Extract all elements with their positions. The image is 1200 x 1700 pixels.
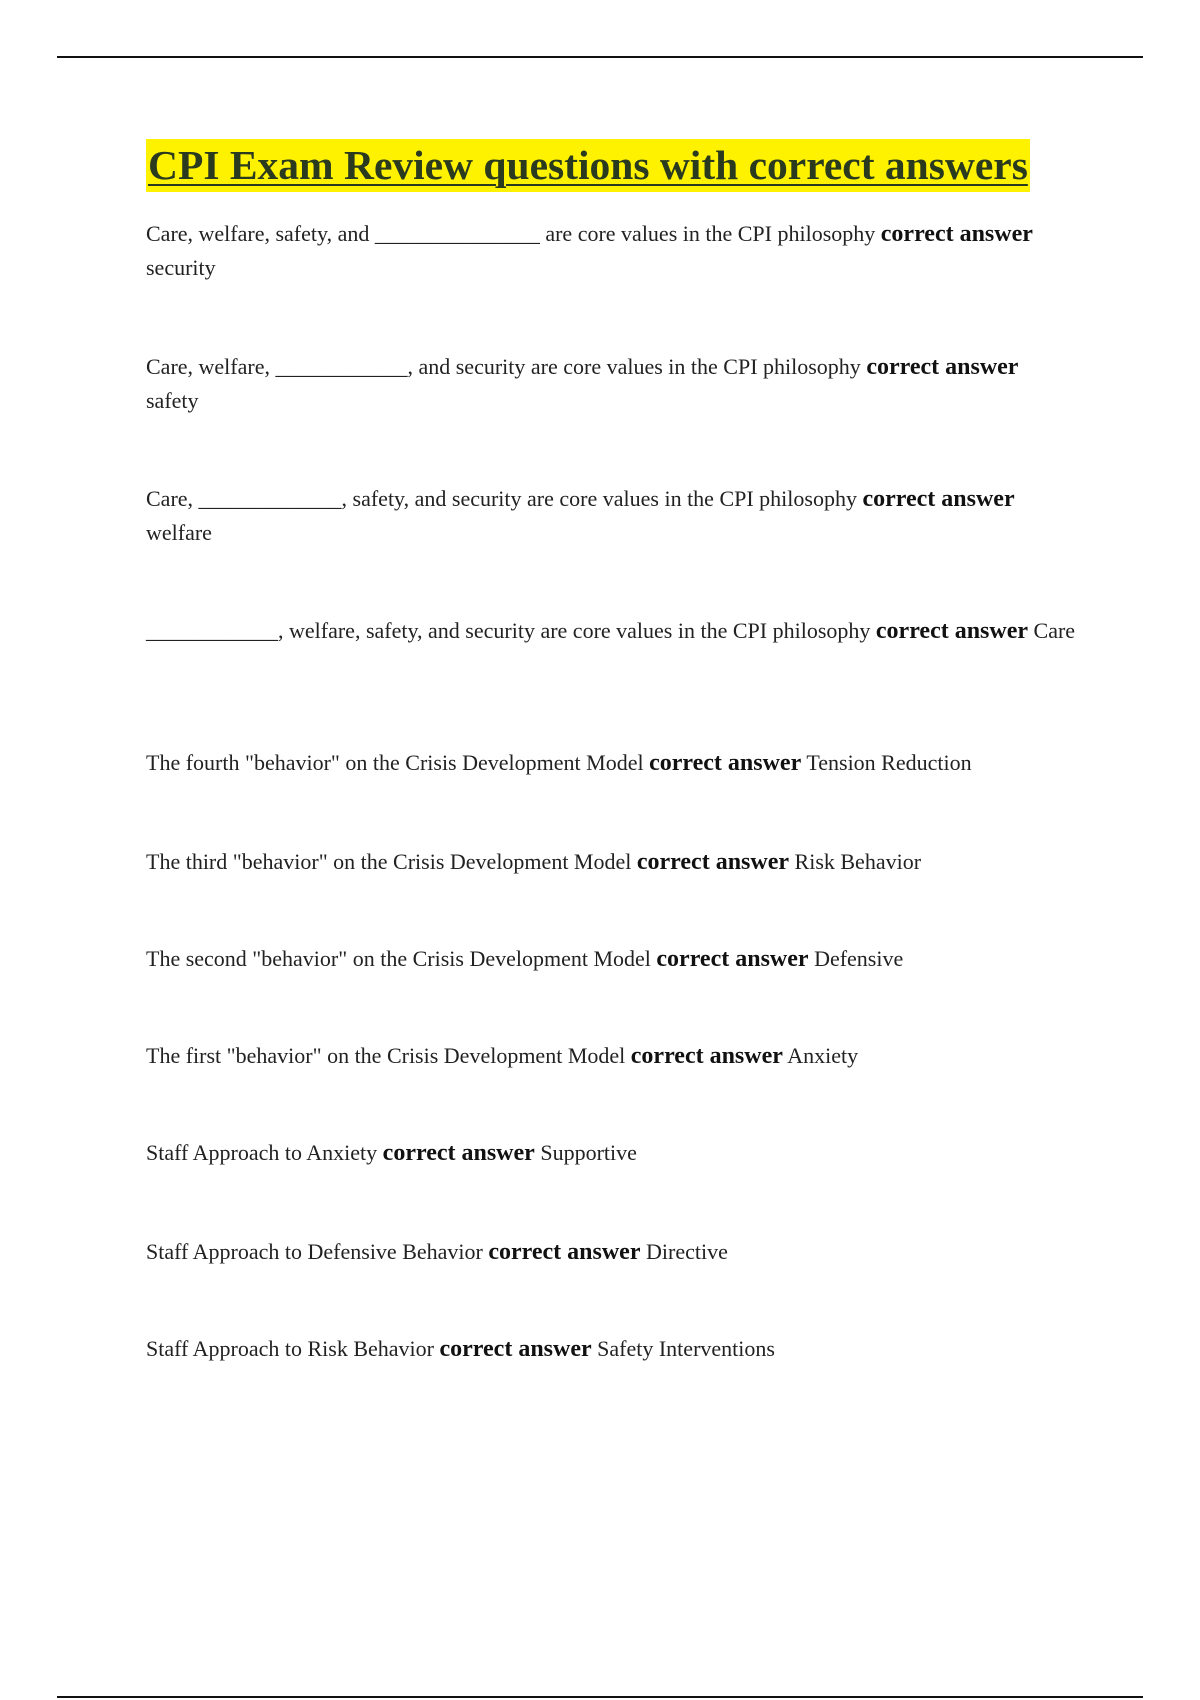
qa-item [146, 746, 1076, 780]
question-text: Care, _____________, safety, and security are core values in the CPI philosophy [146, 486, 857, 511]
answer-marker: correct answer [439, 1336, 592, 1362]
bottom-rule [57, 1696, 1143, 1698]
answer-text: Supportive [540, 1140, 637, 1165]
answer-marker: correct answer [875, 618, 1029, 644]
answer-text: Care [1033, 618, 1076, 643]
page-title: CPI Exam Review questions with correct answers [146, 139, 1030, 192]
answer-marker: correct answer [866, 354, 1019, 380]
qa-item [146, 1235, 1076, 1269]
title-block [146, 144, 1086, 188]
question-text: Staff Approach to Anxiety [146, 1140, 378, 1165]
qa-item [146, 350, 1076, 418]
qa-item [146, 1039, 1076, 1073]
answer-marker: correct answer [636, 849, 790, 875]
answer-marker: correct answer [862, 486, 1015, 512]
answer-text: security [146, 255, 216, 280]
answer-marker: correct answer [382, 1140, 535, 1166]
answer-text: Anxiety [787, 1043, 859, 1068]
qa-item [146, 845, 1076, 879]
answer-text: Safety Interventions [597, 1336, 775, 1361]
answer-marker: correct answer [488, 1239, 641, 1265]
question-text: The fourth "behavior" on the Crisis Development Model [146, 750, 644, 775]
answer-marker: correct answer [656, 946, 809, 972]
question-text: Care, welfare, safety, and _______________ are core values in the CPI philosophy [146, 221, 876, 246]
answer-text: Risk Behavior [794, 849, 922, 874]
question-text: Staff Approach to Risk Behavior [146, 1336, 434, 1361]
answer-marker: correct answer [880, 221, 1033, 247]
answer-text: safety [146, 388, 199, 413]
question-text: The third "behavior" on the Crisis Development Model [146, 849, 632, 874]
top-rule [57, 56, 1143, 58]
qa-item [146, 614, 1076, 648]
answer-text: welfare [146, 520, 212, 545]
answer-text: Defensive [814, 946, 904, 971]
question-text: Staff Approach to Defensive Behavior [146, 1239, 483, 1264]
question-text: The second "behavior" on the Crisis Development Model [146, 946, 651, 971]
qa-item [146, 482, 1076, 550]
qa-item [146, 942, 1076, 976]
qa-item [146, 1136, 1076, 1170]
answer-text: Directive [646, 1239, 728, 1264]
question-text: The first "behavior" on the Crisis Development Model [146, 1043, 626, 1068]
answer-marker: correct answer [649, 750, 802, 776]
question-text: Care, welfare, ____________, and security are core values in the CPI philosophy [146, 354, 861, 379]
answer-marker: correct answer [630, 1043, 783, 1069]
question-text: ____________, welfare, safety, and security are core values in the CPI philosophy [146, 618, 871, 643]
qa-item [146, 217, 1076, 285]
answer-text: Tension Reduction [806, 750, 972, 775]
qa-item [146, 1332, 1076, 1366]
